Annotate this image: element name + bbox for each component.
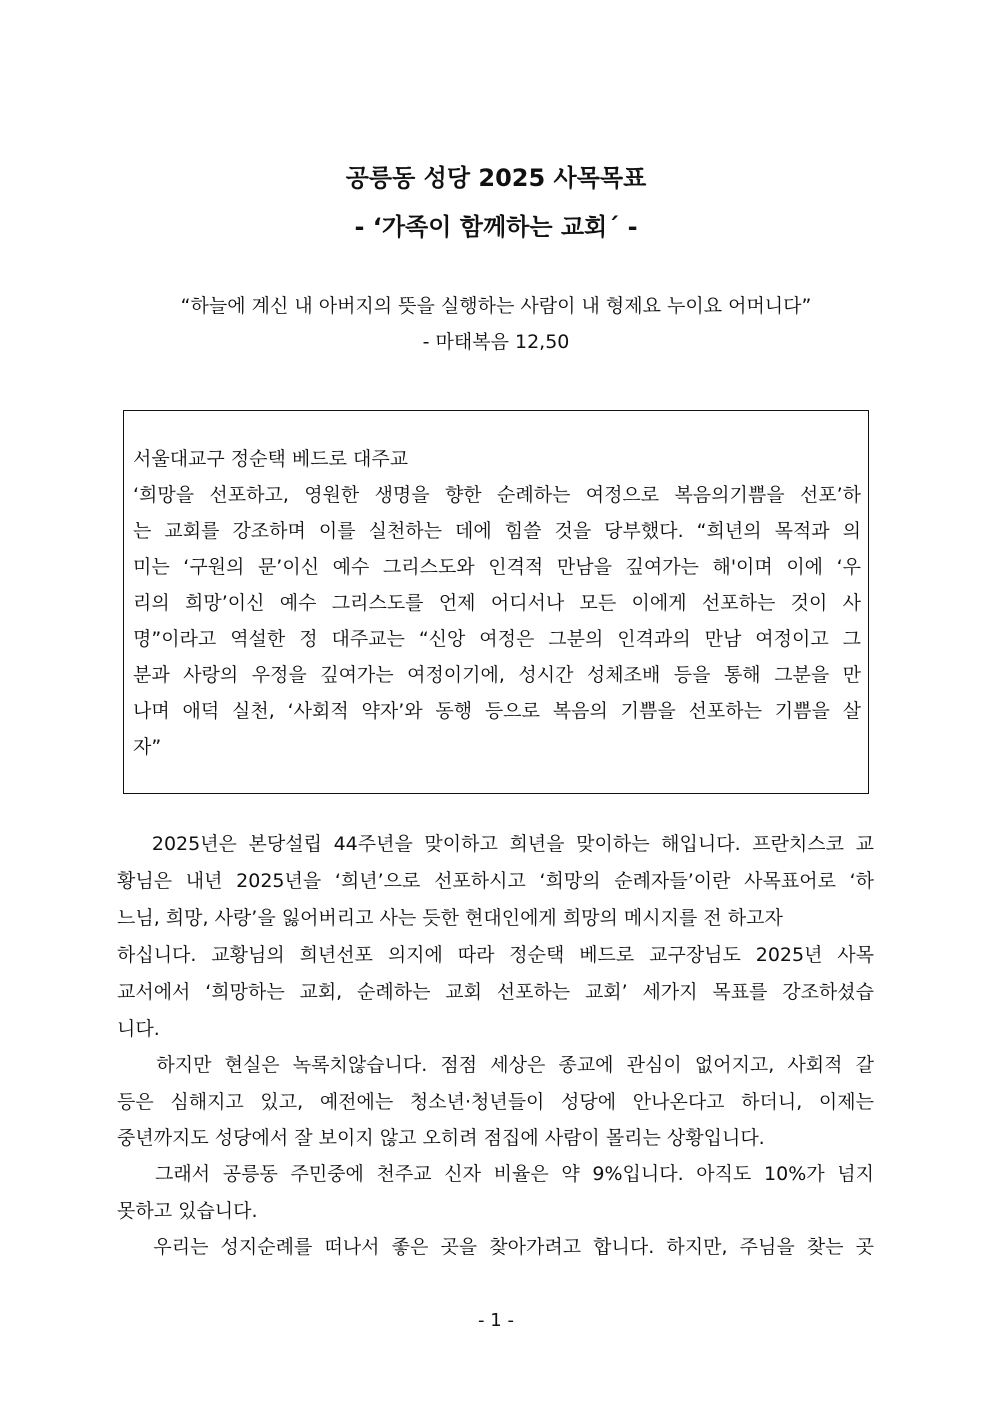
body-text-line: 그래서 공릉동 주민중에 천주교 신자 비율은 약 9%입니다. 아직도 10%가 넘지 — [117, 1163, 874, 1185]
body-text-line: 등은 심해지고 있고, 예전에는 청소년·청년들이 성당에 안나온다고 하더니, 이제는 — [117, 1091, 874, 1113]
body-text-line: 우리는 성지순례를 떠나서 좋은 곳을 찾아가려고 합니다. 하지만, 주님을 찾는 곳 — [117, 1236, 874, 1258]
body-text-line: 니다. — [117, 1018, 160, 1040]
scripture-source: - 마태복음 12,50 — [422, 331, 570, 353]
body-text-line: 못하고 있습니다. — [117, 1200, 258, 1222]
box-text-line: 미는 ‘구원의 문’이신 예수 그리스도와 인격적 만남을 깊여가는 해'이며 이에 ‘우 — [133, 556, 861, 578]
body-text-line: 교서에서 ‘희망하는 교회, 순례하는 교회 선포하는 교회’ 세가지 목표를 강조하셨습 — [117, 981, 874, 1003]
document-title: 공릉동 성당 2025 사목목표 — [345, 164, 647, 192]
scripture-quote: “하늘에 계신 내 아버지의 뜻을 실행하는 사람이 내 형제요 누이요 어머니다” — [180, 295, 812, 317]
body-text-line: 황님은 내년 2025년을 ‘희년’으로 선포하시고 ‘희망의 순례자들’이란 사목표어로 ‘하 — [117, 870, 874, 892]
body-text-line: 하십니다. 교황님의 희년선포 의지에 따라 정순택 베드로 교구장님도 2025년 사목 — [117, 944, 874, 966]
box-text-line: 분과 사랑의 우정을 깊여가는 여정이기에, 성시간 성체조배 등을 통해 그분을 만 — [133, 664, 861, 686]
body-text-line: 느님, 희망, 사랑’을 잃어버리고 사는 듯한 현대인에게 희망의 메시지를 전 하고자 — [117, 907, 783, 929]
body-text-line: 2025년은 본당설립 44주년을 맞이하고 희년을 맞이하는 해입니다. 프란치스코 교 — [117, 833, 874, 855]
box-text-line: 나며 애덕 실천, ‘사회적 약자’와 동행 등으로 복음의 기쁨을 선포하는 기쁨을 살 — [133, 700, 861, 722]
box-text-line: 명”이라고 역설한 정 대주교는 “신앙 여정은 그분의 인격과의 만남 여정이고 그 — [133, 628, 861, 650]
page-number: - 1 - — [478, 1310, 514, 1331]
box-text-line: ‘희망을 선포하고, 영원한 생명을 향한 순례하는 여정으로 복음의기쁨을 선포’하 — [133, 484, 861, 506]
box-text-line: 자” — [133, 736, 162, 758]
box-text-line: 는 교회를 강조하며 이를 실천하는 데에 힘쓸 것을 당부했다. “희년의 목적과 의 — [133, 520, 861, 542]
body-text-line: 중년까지도 성당에서 잘 보이지 않고 오히려 점집에 사람이 몰리는 상황입니다. — [117, 1127, 765, 1149]
box-text-line: 리의 희망’이신 예수 그리스도를 언제 어디서나 모든 이에게 선포하는 것이 사 — [133, 592, 861, 614]
document-subtitle: - ‘가족이 함께하는 교회´ - — [354, 213, 638, 241]
box-heading: 서울대교구 정순택 베드로 대주교 — [133, 448, 409, 470]
archbishop-message-box — [123, 410, 869, 794]
body-text-line: 하지만 현실은 녹록치않습니다. 점점 세상은 종교에 관심이 없어지고, 사회적 갈 — [117, 1054, 874, 1076]
